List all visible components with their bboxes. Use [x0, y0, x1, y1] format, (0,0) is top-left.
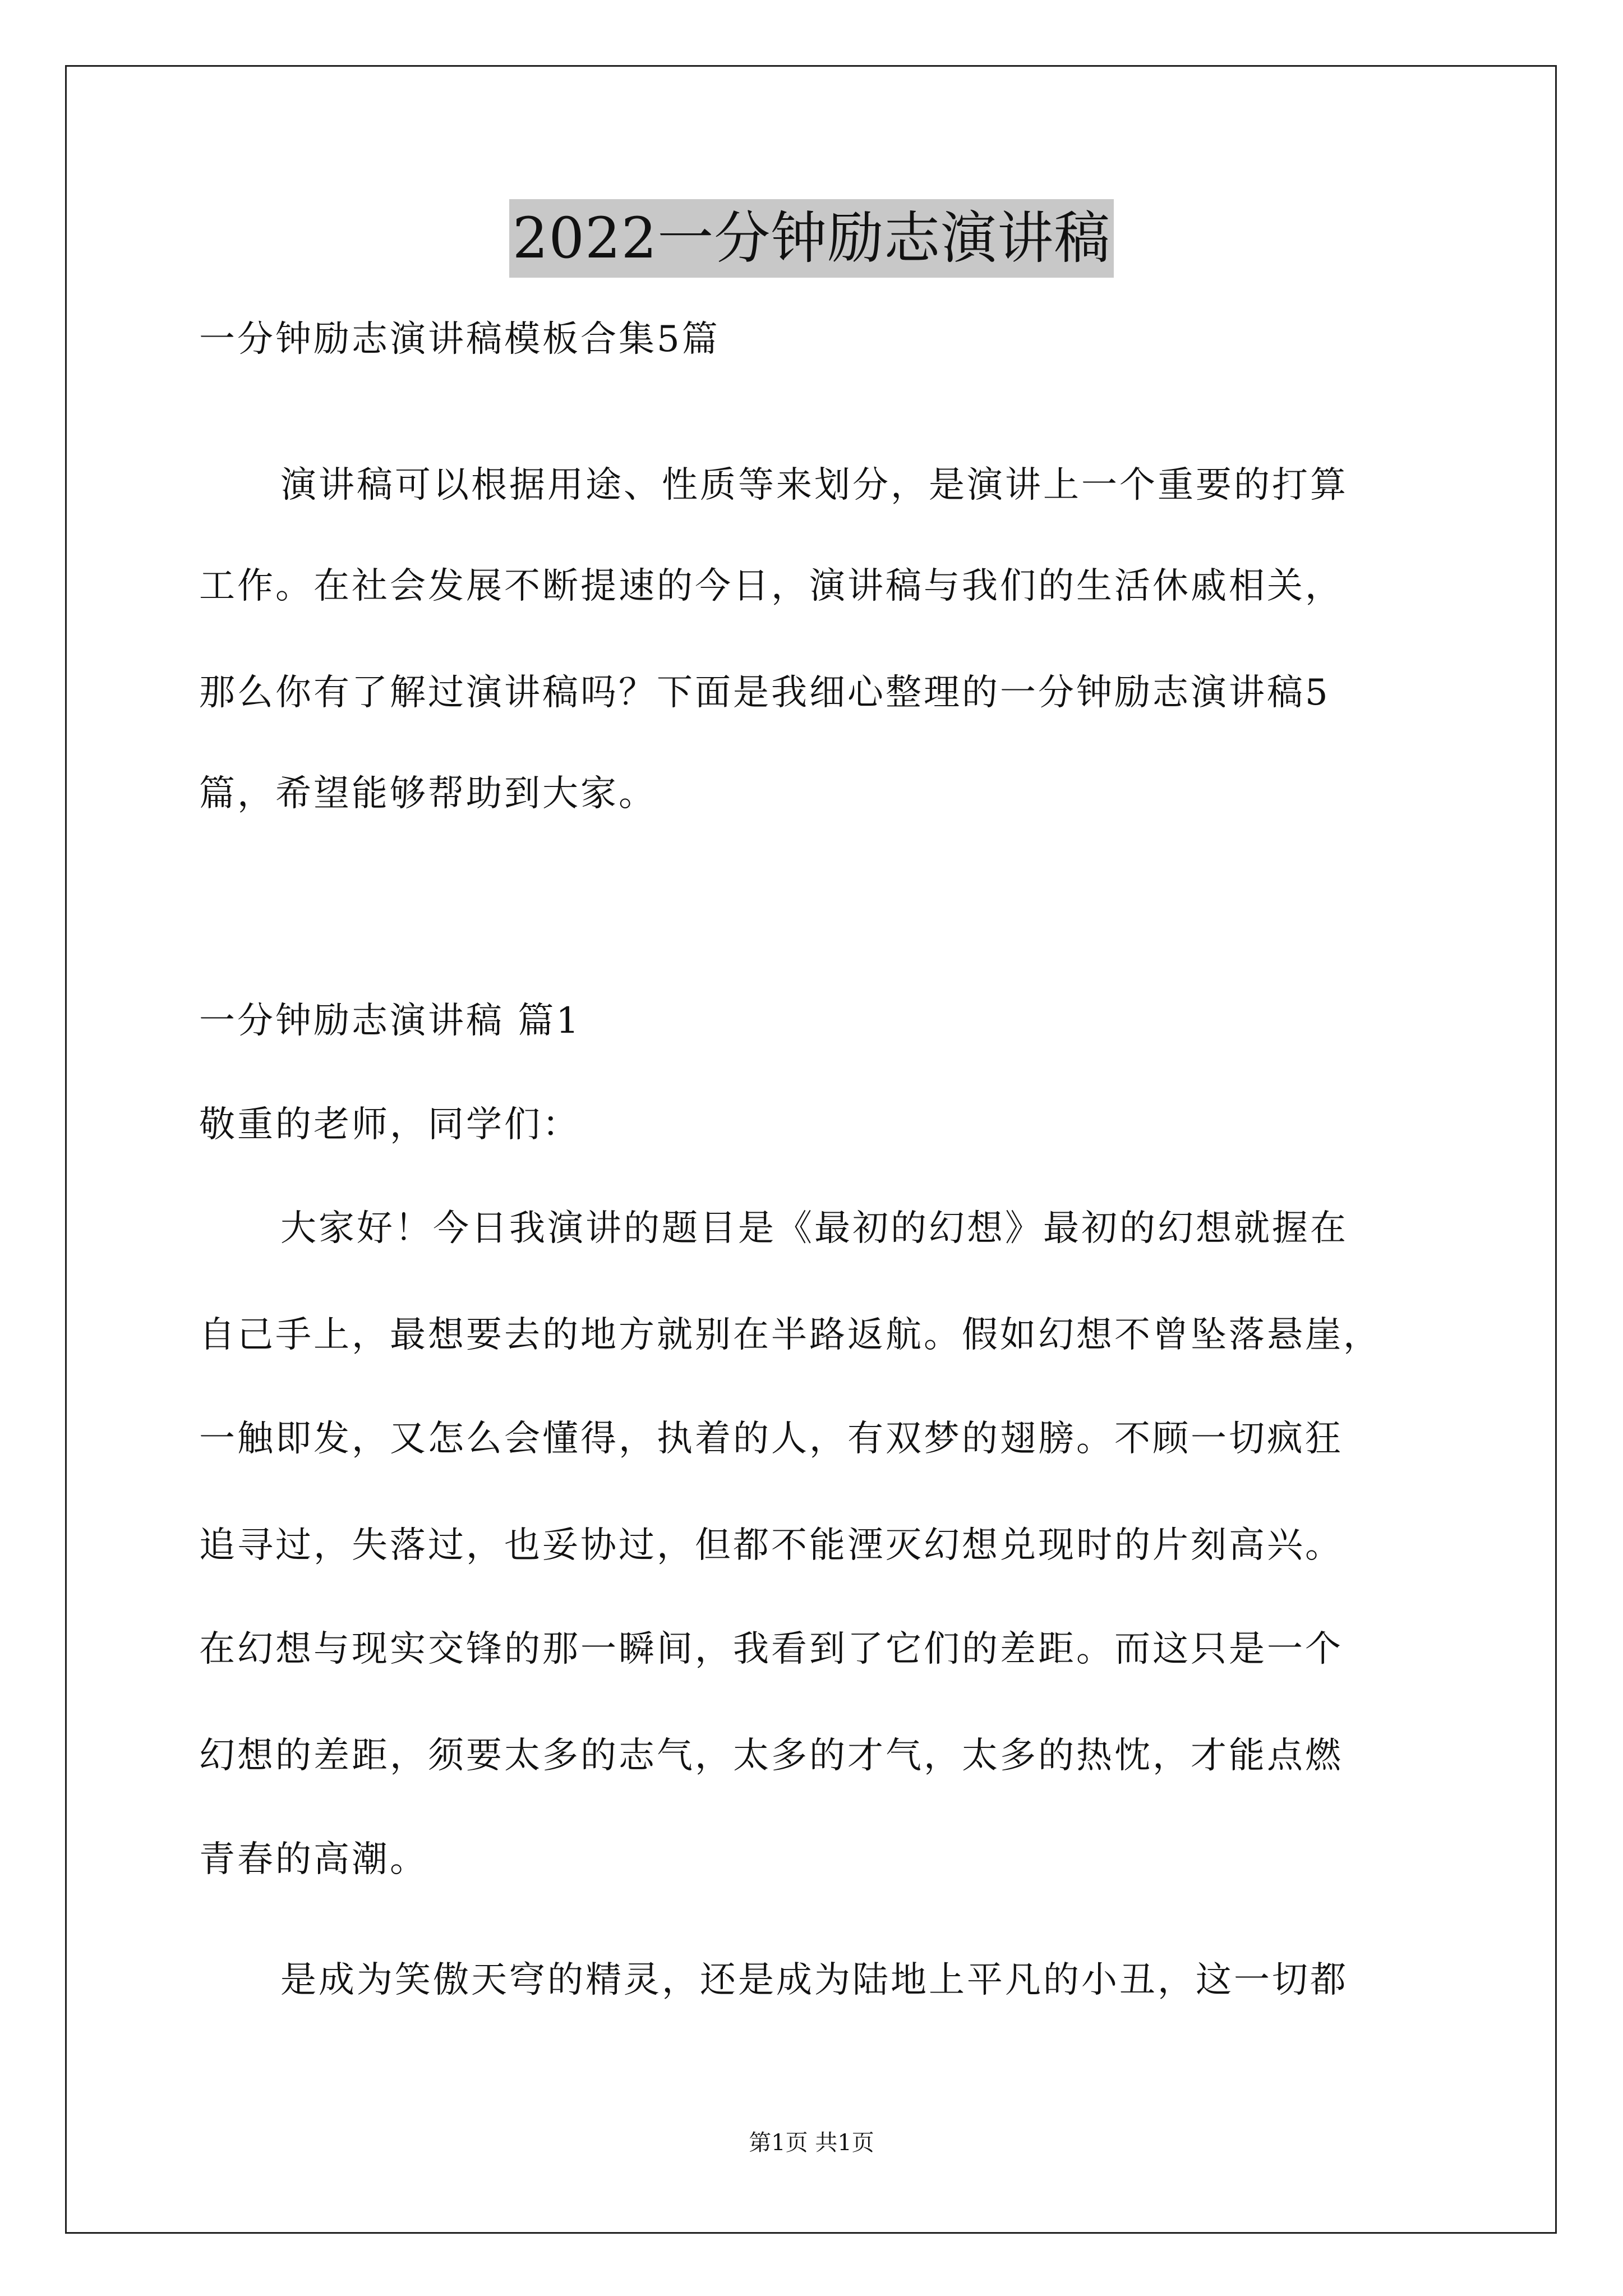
salutation: 敬重的老师，同学们： [199, 1104, 580, 1145]
paragraph-line: 自己手上，最想要去的地方就别在半路返航。假如幻想不曾坠落悬崖， [199, 1314, 1381, 1356]
intro-line: 篇，希望能够帮助到大家。 [199, 773, 657, 815]
paragraph-line: 大家好！今日我演讲的题目是《最初的幻想》最初的幻想就握在 [280, 1208, 1348, 1249]
document-title: 2022一分钟励志演讲稿 [509, 199, 1114, 278]
title-container [0, 199, 1623, 278]
paragraph-line: 一触即发，又怎么会懂得，执着的人，有双梦的翅膀。不顾一切疯狂 [199, 1418, 1343, 1460]
paragraph-line: 追寻过，失落过，也妥协过，但都不能湮灭幻想兑现时的片刻高兴。 [199, 1525, 1343, 1566]
paragraph-line: 青春的高潮。 [199, 1839, 428, 1880]
intro-line: 演讲稿可以根据用途、性质等来划分，是演讲上一个重要的打算 [280, 464, 1348, 506]
paragraph-line: 幻想的差距，须要太多的志气，太多的才气，太多的热忱，才能点燃 [199, 1735, 1343, 1777]
intro-line: 那么你有了解过演讲稿吗？下面是我细心整理的一分钟励志演讲稿5 [199, 672, 1330, 714]
paragraph-line: 在幻想与现实交锋的那一瞬间，我看到了它们的差距。而这只是一个 [199, 1628, 1343, 1670]
intro-line: 工作。在社会发展不断提速的今日，演讲稿与我们的生活休戚相关， [199, 565, 1343, 607]
section-heading: 一分钟励志演讲稿 篇1 [199, 1000, 582, 1042]
document-subtitle: 一分钟励志演讲稿模板合集5篇 [199, 319, 720, 360]
paragraph-line: 是成为笑傲天穹的精灵，还是成为陆地上平凡的小丑，这一切都 [280, 1959, 1348, 2001]
page-footer: 第1页 共1页 [749, 2130, 874, 2156]
